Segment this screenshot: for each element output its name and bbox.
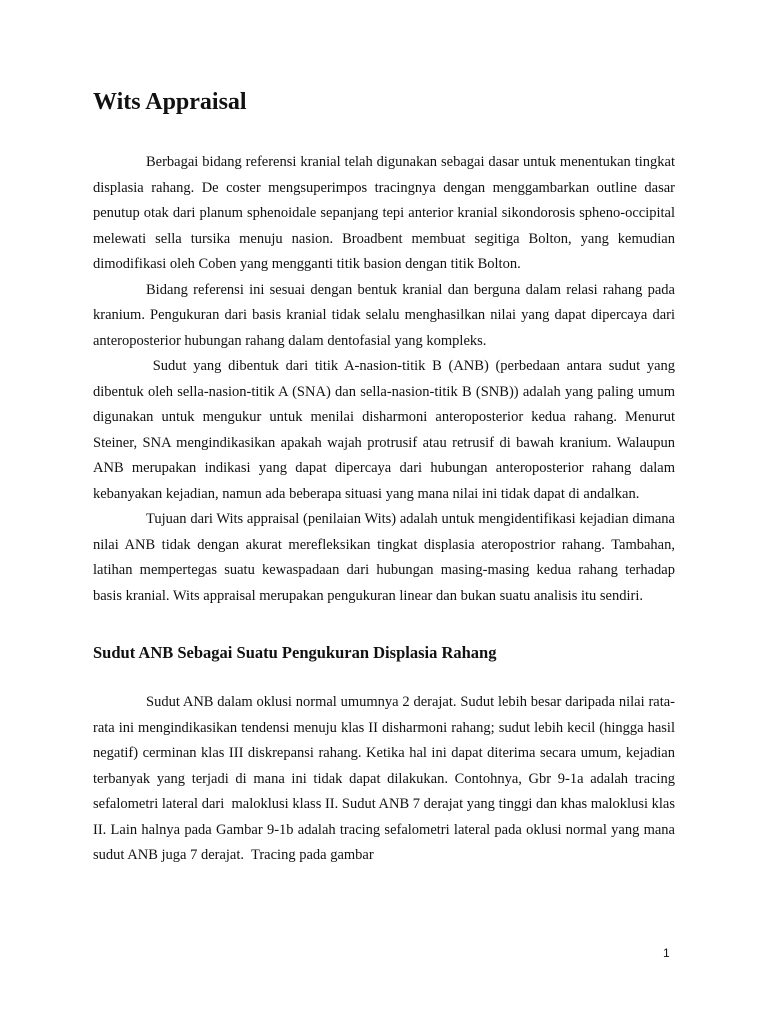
paragraph-2: Bidang referensi ini sesuai dengan bentuk kranial dan berguna dalam relasi rahang pada kranium. Pengukuran dari basis kranial tidak selalu menghasilkan nilai yang dapat dipercaya dari anteroposterior hubungan rahang dalam dentofasial yang kompleks. bbox=[93, 281, 675, 349]
paragraph-1: Berbagai bidang referensi kranial telah digunakan sebagai dasar untuk menentukan tingkat displasia rahang. De coster mengsuperimpos tracingnya dengan menggambarkan outline dasar penutup otak dari planum sphenoidale sepanjang tepi anterior kranial sikondorosis spheno-occipital melewati sella tursika menuju nasion. Broadbent membuat segitiga Bolton, yang kemudian dimodifikasi oleh Coben yang mengganti titik basion dengan titik Bolton. bbox=[93, 154, 675, 272]
page-content bbox=[93, 84, 679, 869]
section-heading: Sudut ANB Sebagai Suatu Pengukuran Displasia Rahang bbox=[93, 643, 497, 662]
section-paragraph-1: Sudut ANB dalam oklusi normal umumnya 2 derajat. Sudut lebih besar daripada nilai rata-rata ini mengindikasikan tendensi menuju klas II disharmoni rahang; sudut lebih kecil (hingga hasil negatif) cerminan klas III diskrepansi rahang. Ketika hal ini dapat diterima secara umum, kejadian terbanyak yang terjadi di mana ini tidak dapat dilakukan. Contohnya, Gbr 9-1a adalah tracing sefalometri lateral dari maloklusi klass II. Sudut ANB 7 derajat yang tinggi dan khas maloklusi klas II. Lain halnya pada Gambar 9-1b adalah tracing sefalometri lateral pada oklusi normal yang mana sudut ANB juga 7 derajat. Tracing pada gambar bbox=[93, 694, 679, 863]
paragraph-4: Tujuan dari Wits appraisal (penilaian Wits) adalah untuk mengidentifikasi kejadian dimana nilai ANB tidak dengan akurat merefleksikan tingkat displasia ateropostrior rahang. Tambahan, latihan mempertegas suatu kewaspadaan dari hubungan masing-masing kedua rahang terhadap basis kranial. Wits appraisal merupakan pengukuran linear dan bukan suatu analisis itu sendiri. bbox=[93, 511, 675, 604]
page-title: Wits Appraisal bbox=[93, 89, 247, 115]
anb-section bbox=[93, 690, 679, 869]
intro-section bbox=[93, 150, 679, 609]
page-number: 1 bbox=[663, 946, 670, 960]
paragraph-3: Sudut yang dibentuk dari titik A-nasion-titik B (ANB) (perbedaan antara sudut yang dibentuk oleh sella-nasion-titik A (SNA) dan sella-nasion-titik B (SNB)) adalah yang paling umum digunakan untuk mengukur untuk menilai disharmoni anteroposterior kedua rahang. Menurut Steiner, SNA mengindikasikan apakah wajah protrusif atau retrusif di bawah kranium. Walaupun ANB merupakan indikasi yang dapat dipercaya dari hubungan anteroposterior rahang dalam kebanyakan kejadian, namun ada beberapa situasi yang mana nilai ini tidak dapat di andalkan. bbox=[93, 358, 679, 502]
